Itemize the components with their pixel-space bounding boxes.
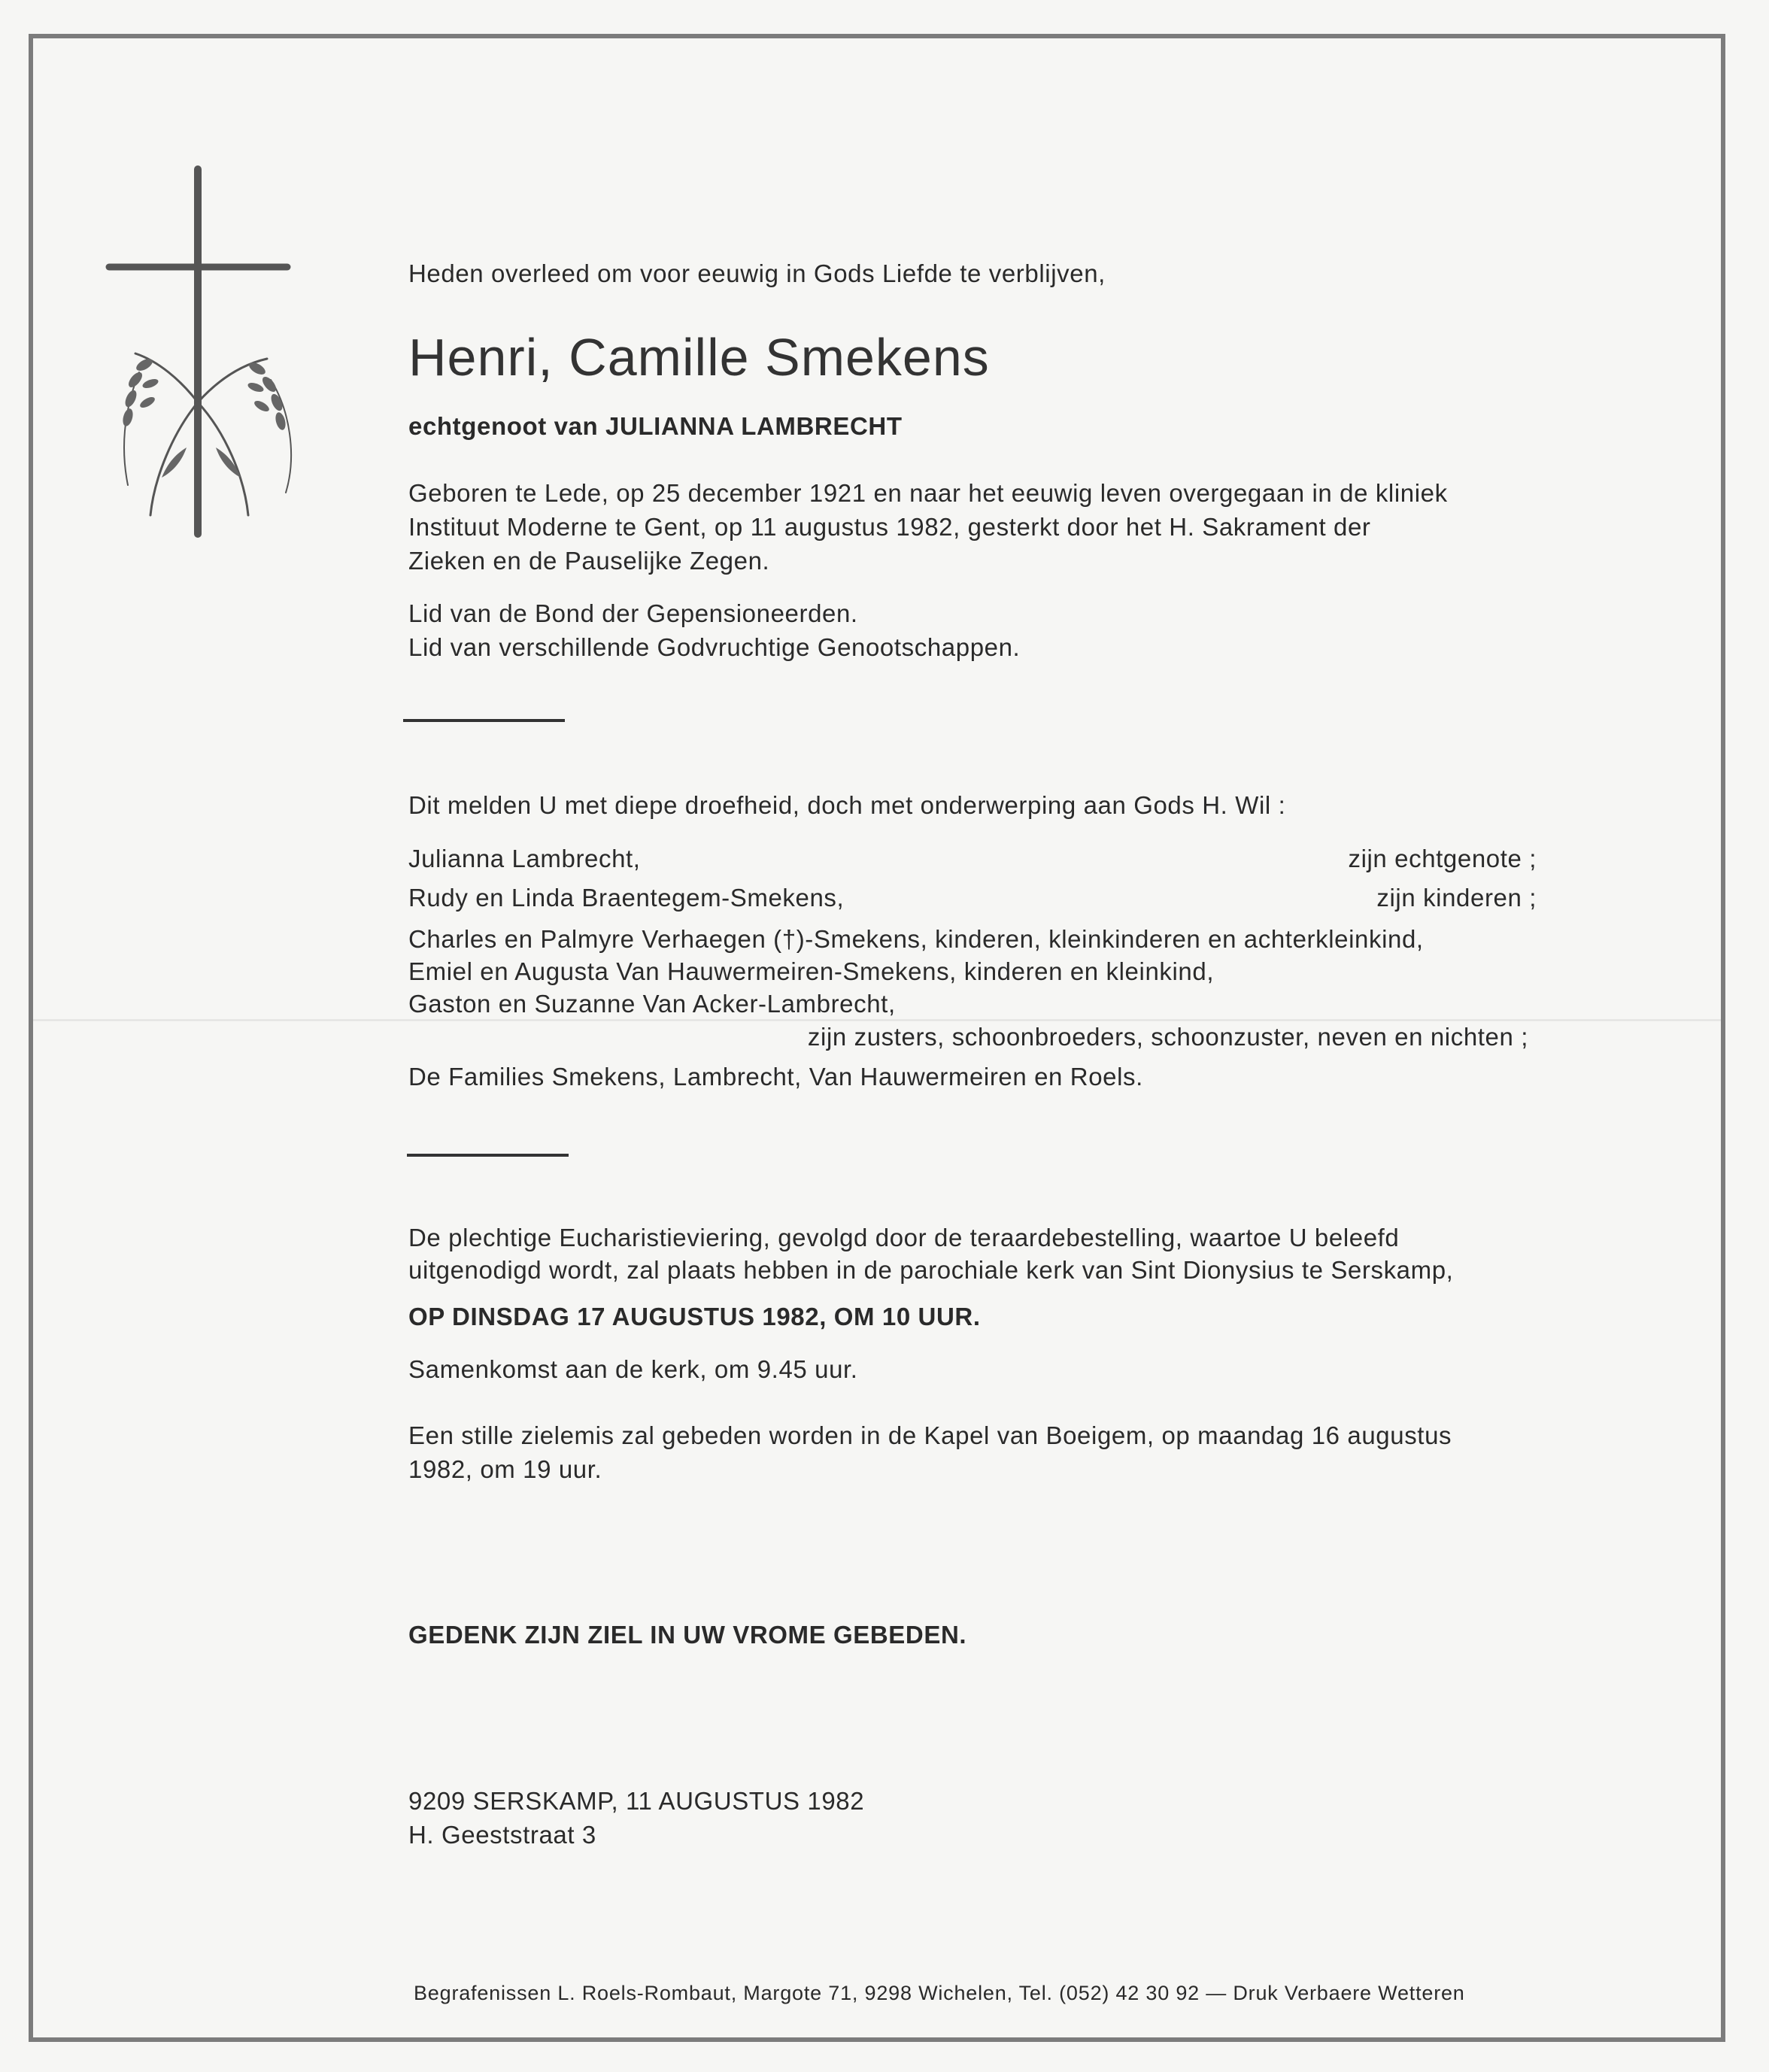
birth-line: Instituut Moderne te Gent, op 11 augustus 1982, gesterkt door het H. Sakrament der: [408, 513, 1371, 541]
remember-line: GEDENK ZIJN ZIEL IN UW VROME GEBEDEN.: [408, 1621, 967, 1649]
address-line: 9209 SERSKAMP, 11 AUGUSTUS 1982: [408, 1787, 865, 1815]
mourner-row: [408, 884, 1537, 912]
deceased-name: Henri, Camille Smekens: [408, 328, 990, 387]
membership-line: Lid van verschillende Godvruchtige Genootschappen.: [408, 633, 1021, 661]
announcement-text: Dit melden U met diepe droefheid, doch met onderwerping aan Gods H. Wil :: [408, 791, 1286, 819]
paper-fold: [33, 1019, 1721, 1021]
service-line: uitgenodigd wordt, zal plaats hebben in de parochiale kerk van Sint Dionysius te Serskamp,: [408, 1256, 1454, 1284]
service-line: De plechtige Eucharistieviering, gevolgd door de teraardebestelling, waartoe U beleefd: [408, 1224, 1400, 1251]
divider: [407, 1154, 569, 1157]
mass-line: 1982, om 19 uur.: [408, 1455, 602, 1483]
intro-text: Heden overleed om voor eeuwig in Gods Liefde te verblijven,: [408, 259, 1106, 287]
birth-line: Zieken en de Pauselijke Zegen.: [408, 547, 770, 575]
relatives-relation: zijn zusters, schoonbroeders, schoonzuster, neven en nichten ;: [807, 1023, 1528, 1051]
address-line: H. Geeststraat 3: [408, 1821, 596, 1849]
families-line: De Families Smekens, Lambrecht, Van Hauwermeiren en Roels.: [408, 1063, 1143, 1091]
spouse-line: echtgenoot van JULIANNA LAMBRECHT: [408, 412, 903, 440]
gathering-line: Samenkomst aan de kerk, om 9.45 uur.: [408, 1355, 858, 1383]
footer-printer: Begrafenissen L. Roels-Rombaut, Margote 71, 9298 Wichelen, Tel. (052) 42 30 92 — Druk Verbaere Wetteren: [414, 1982, 1465, 2004]
membership-line: Lid van de Bond der Gepensioneerden.: [408, 599, 858, 627]
mourner-relation: zijn echtgenote ;: [1348, 845, 1537, 872]
mass-line: Een stille zielemis zal gebeden worden in de Kapel van Boeigem, op maandag 16 augustus: [408, 1421, 1452, 1449]
mourner-name: Julianna Lambrecht,: [408, 845, 641, 872]
divider: [403, 719, 565, 722]
cross-wheat-icon: [98, 162, 316, 538]
relative-line: Emiel en Augusta Van Hauwermeiren-Smekens, kinderen en kleinkind,: [408, 957, 1215, 985]
birth-line: Geboren te Lede, op 25 december 1921 en naar het eeuwig leven overgegaan in de kliniek: [408, 479, 1448, 507]
relative-line: Charles en Palmyre Verhaegen (†)-Smekens, kinderen, kleinkinderen en achterkleinkind,: [408, 925, 1424, 953]
mourner-name: Rudy en Linda Braentegem-Smekens,: [408, 884, 845, 912]
mourner-relation: zijn kinderen ;: [1376, 884, 1537, 912]
service-date: OP DINSDAG 17 AUGUSTUS 1982, OM 10 UUR.: [408, 1303, 981, 1330]
mourner-row: [408, 845, 1537, 873]
relative-line: Gaston en Suzanne Van Acker-Lambrecht,: [408, 990, 896, 1018]
